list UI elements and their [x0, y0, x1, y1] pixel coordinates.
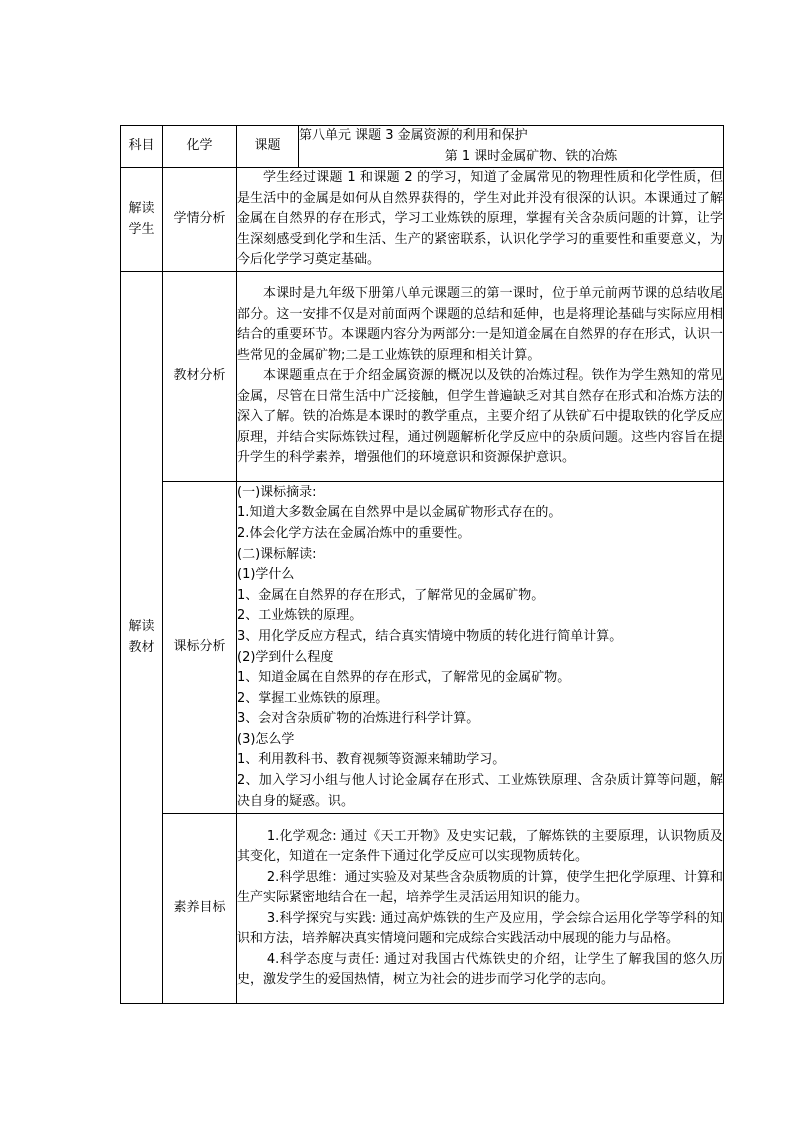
standard-line: (1)学什么 [237, 567, 295, 583]
standard-line: (二)课标解读: [237, 546, 317, 562]
student-analysis-paragraph: 学生经过课题 1 和课题 2 的学习，知道了金属常见的物理性质和化学性质，但是生活中的金属是如何从自然界获得的，学生对此并没有很深的认识。本课通过了解金属在自然界的存在形式，学习工业炼铁的原理，掌握有关含杂质问题的计算，让学生深刻感受到化学和生活、生产的紧密联系，认识化学学习的重要性和重要意义，为今后化学学习奠定基础。 [237, 170, 723, 268]
standard-line: 2、加入学习小组与他人讨论金属存在形式、工业炼铁原理、含杂质计算等问题，解决自身的疑惑。识。 [237, 773, 723, 809]
standard-line: (3)怎么学 [237, 731, 295, 747]
standard-analysis-text [237, 482, 724, 814]
student-row [121, 168, 724, 272]
header-row [121, 126, 724, 168]
student-analysis-text [237, 168, 724, 272]
standard-line: 2.体会化学方法在金属冶炼中的重要性。 [237, 525, 471, 541]
literacy-goal: 4.科学态度与责任: 通过对我国古代炼铁史的介绍，让学生了解我国的悠久历史，激发学生的爱国热情，树立为社会的进步而学习化学的志向。 [237, 951, 723, 987]
textbook-analysis-label: 教材分析 [163, 272, 237, 482]
standard-line: 2、掌握工业炼铁的原理。 [237, 690, 389, 706]
lesson-plan-table [120, 125, 724, 1004]
standard-line: 2、工业炼铁的原理。 [237, 608, 363, 624]
standard-line: 1、金属在自然界的存在形式，了解常见的金属矿物。 [237, 587, 545, 603]
standard-line: (一)课标摘录: [237, 484, 317, 500]
textbook-analysis-text [237, 272, 724, 482]
standard-line: 1、利用教科书、教育视频等资源来辅助学习。 [237, 752, 506, 768]
textbook-row [121, 272, 724, 482]
literacy-row [121, 814, 724, 1004]
literacy-goal: 1.化学观念: 通过《天工开物》及史实记载，了解炼铁的主要原理，认识物质及其变化，知道在一定条件下通过化学反应可以实现物质转化。 [237, 828, 723, 864]
student-analysis-label: 学情分析 [163, 168, 237, 272]
topic-line-2: 第 1 课时金属矿物、铁的冶炼 [444, 148, 618, 164]
subject-value: 化学 [163, 126, 237, 168]
literacy-goal: 2.科学思维：通过实验及对某些含杂质物质的计算，使学生把化学原理、计算和生产实际紧密地结合在一起，培养学生灵活运用知识的能力。 [237, 869, 723, 905]
standard-line: (2)学到什么程度 [237, 649, 334, 665]
section-material: 解读 教材 [121, 272, 163, 1004]
standard-analysis-label: 课标分析 [163, 482, 237, 814]
subject-label: 科目 [121, 126, 163, 168]
textbook-paragraph-1: 本课时是九年级下册第八单元课题三的第一课时，位于单元前两节课的总结收尾部分。这一安排不仅是对前面两个课题的总结和延伸，也是将理论基础与实际应用相结合的重要环节。本课题内容分为两部分:一是知道金属在自然界的存在形式，认识一些常见的金属矿物;二是工业炼铁的原理和相关计算。 [237, 286, 723, 363]
topic-line-1: 第八单元 课题 3 金属资源的利用和保护 [299, 128, 528, 143]
standard-line: 1、知道金属在自然界的存在形式，了解常见的金属矿物。 [237, 670, 571, 686]
standard-row [121, 482, 724, 814]
standard-line: 3、会对含杂质矿物的冶炼进行科学计算。 [237, 711, 480, 727]
topic-label: 课题 [237, 126, 299, 168]
textbook-paragraph-2: 本课题重点在于介绍金属资源的概况以及铁的冶炼过程。铁作为学生熟知的常见金属，尽管在日常生活中广泛接触，但学生普遍缺乏对其自然存在形式和冶炼方法的深入了解。铁的冶炼是本课时的教学重点，主要介绍了从铁矿石中提取铁的化学反应原理，并结合实际炼铁过程，通过例题解析化学反应中的杂质问题。这些内容旨在提升学生的科学素养，增强他们的环境意识和资源保护意识。 [237, 368, 723, 466]
section-student: 解读 学生 [121, 168, 163, 272]
literacy-goals-text [237, 814, 724, 1004]
topic-title [299, 126, 724, 168]
standard-line: 1.知道大多数金属在自然界中是以金属矿物形式存在的。 [237, 505, 562, 521]
literacy-goals-label: 素养目标 [163, 814, 237, 1004]
literacy-goal: 3.科学探究与实践: 通过高炉炼铁的生产及应用，学会综合运用化学等学科的知识和方法，培养解决真实情境问题和完成综合实践活动中展现的能力与品格。 [237, 910, 723, 946]
standard-line: 3、用化学反应方程式，结合真实情境中物质的转化进行简单计算。 [237, 628, 623, 644]
